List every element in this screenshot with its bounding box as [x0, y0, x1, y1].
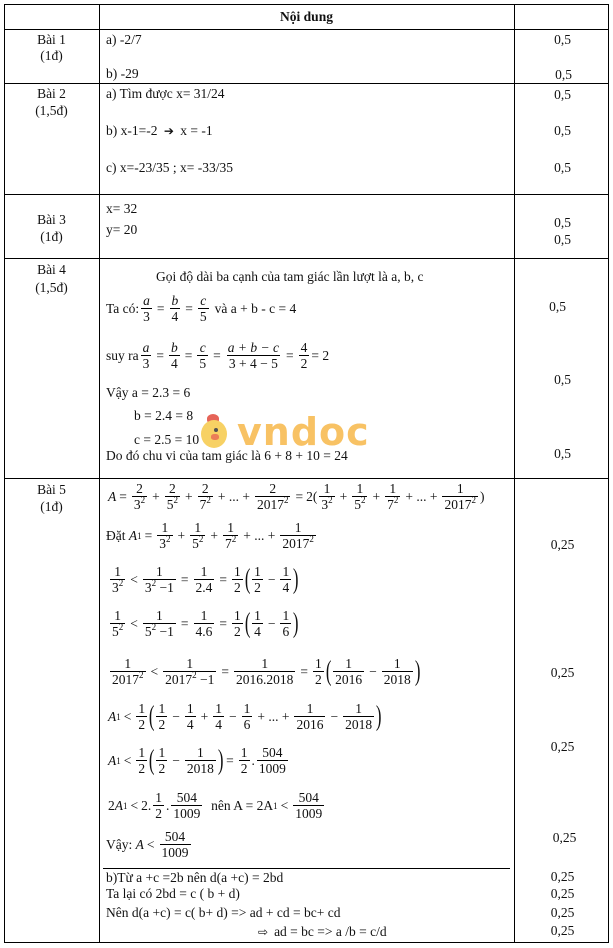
- row-divider: [4, 478, 609, 479]
- answer-line: Do đó chu vi của tam giác là 6 + 8 + 10 = 24: [106, 448, 348, 463]
- table-border-bottom: [4, 942, 609, 943]
- part-b-line: Nên d(a +c) = c( b+ d) => ad + cd = bc+ cd: [106, 905, 341, 920]
- equation-A-definition: A = $\frac{2}{3^2}$ + $\frac{2}{5^2}$ + $\frac{2}{7^2}$ + ... + $\frac{2}{2017^2}$ = 2 ( $\frac{1}{3^2}$ + $\frac{1}{5^2}$ + $\frac{1}{7^2}$ + ... + $\frac{1}{2017^2}$ ): [108, 481, 485, 512]
- answer-line: y= 20: [106, 222, 138, 237]
- equation-ta-co: Ta có: $\frac{a}{3}$ = $\frac{b}{4}$ = $\frac{c}{5}$ và a + b - c = 4: [106, 293, 297, 324]
- problem-label: Bài 4: [37, 262, 66, 277]
- inequality-A1-sum: A 1 < $\frac{1}{2}$ ( $\frac{1}{2}$ − $\frac{1}{4}$ + $\frac{1}{4}$ − $\frac{1}{6}$ + ... + $\frac{1}{2016}$ − $\frac{1}{2018}$ ): [108, 700, 382, 732]
- arrow-right-icon: ➔: [163, 124, 174, 138]
- row-divider: [4, 83, 609, 84]
- fraction: $\frac{4}{2}$: [300, 340, 308, 371]
- part-b-divider: [103, 868, 510, 869]
- answer-line: b) -29: [106, 66, 139, 81]
- chick-mascot-icon: [197, 412, 231, 452]
- problem-points: (1đ): [40, 499, 63, 514]
- problem-label: Bài 5: [37, 482, 66, 497]
- inequality-5: $\frac{1}{5^2}$ < $\frac{1}{5^2 -1}$ = $\frac{1}{4.6}$ = $\frac{1}{2}$ ( $\frac{1}{4}$ − $\frac{1}{6}$ ): [112, 607, 299, 639]
- score: 0,5: [554, 372, 571, 387]
- text: và a + b - c = 4: [214, 300, 297, 316]
- inequality-A1-result: A 1 < $\frac{1}{2}$ ( $\frac{1}{2}$ − $\frac{1}{2018}$ ) = $\frac{1}{2}$ . $\frac{504}{1009}$: [108, 744, 286, 776]
- problem-label: Bài 3: [37, 212, 66, 227]
- equation-suy-ra: suy ra $\frac{a}{3}$ = $\frac{b}{4}$ = $\frac{c}{5}$ = $\frac{a + b - c}{3 + 4 - 5}$ = $\frac{4}{2}$ = 2: [106, 340, 330, 371]
- answer-text: b) x-1=-2: [106, 123, 158, 138]
- score: 0,25: [552, 830, 577, 845]
- problem-label: Bài 2: [37, 86, 66, 101]
- problem-label: Bài 1: [37, 32, 66, 47]
- answer-line: b = 2.4 = 8: [134, 408, 194, 423]
- table-border-right: [608, 4, 609, 943]
- score: 0,5: [554, 87, 571, 102]
- answer-line: a) -2/7: [106, 32, 142, 47]
- intro-line: Gọi độ dài ba cạnh của tam giác lần lượt là a, b, c: [156, 269, 424, 284]
- score: 0,25: [550, 886, 575, 901]
- column-header-content: Nội dung: [280, 9, 333, 24]
- score: 0,5: [554, 123, 571, 138]
- text: ad = bc => a /b = c/d: [274, 924, 387, 939]
- score: 0,5: [554, 32, 571, 47]
- inequality-2A1: 2 A 1 < 2. $\frac{1}{2}$ . $\frac{504}{1009}$ nên A = 2A 1 < $\frac{504}{1009}$: [108, 790, 323, 821]
- score: 0,5: [554, 160, 571, 175]
- score: 0,25: [550, 905, 575, 920]
- answer-text: x = -1: [180, 123, 213, 138]
- answer-line: a) Tìm được x= 31/24: [106, 86, 225, 101]
- inequality-3: $\frac{1}{3^2}$ < $\frac{1}{3^2 -1}$ = $\frac{1}{2.4}$ = $\frac{1}{2}$ ( $\frac{1}{2}$ − $\frac{1}{4}$ ): [112, 563, 299, 595]
- answer-line: c) x=-23/35 ; x= -33/35: [106, 160, 233, 175]
- score: 0,25: [550, 869, 575, 884]
- score: 0,25: [550, 923, 575, 938]
- score: 0,5: [554, 446, 571, 461]
- watermark-text: vndoc: [237, 410, 370, 454]
- score: 0,25: [550, 537, 575, 552]
- equation-A1-definition: Đặt A 1 = $\frac{1}{3^2}$ + $\frac{1}{5^2}$ + $\frac{1}{7^2}$ + ... + $\frac{1}{2017^2}$: [106, 520, 314, 551]
- table-border-top: [4, 4, 609, 5]
- score: 0,5: [554, 232, 571, 247]
- vndoc-watermark-logo: [197, 412, 370, 452]
- fraction: $\frac{a}{3}$: [142, 340, 150, 371]
- score: 0,5: [554, 215, 571, 230]
- row-divider: [4, 29, 609, 30]
- implies-arrow-icon: ⇨: [258, 925, 269, 939]
- fraction: $\frac{c}{5}$: [199, 340, 207, 371]
- part-b-line: b)Từ a +c =2b nên d(a +c) = 2bd: [106, 870, 284, 885]
- conclusion-A: Vậy: A < $\frac{504}{1009}$: [106, 829, 189, 860]
- fraction: $\frac{c}{5}$: [199, 293, 207, 324]
- inequality-2017: $\frac{1}{2017^2}$ < $\frac{1}{2017^2 -1}$ = $\frac{1}{2016.2018}$ = $\frac{1}{2}$ ( $\frac{1}{2016}$ − $\frac{1}{2018}$ ): [112, 655, 421, 687]
- fraction: $\frac{a + b - c}{3 + 4 - 5}$: [227, 340, 279, 371]
- score: 0,25: [550, 665, 575, 680]
- score: 0,25: [550, 739, 575, 754]
- problem-points: (1,5đ): [35, 280, 68, 295]
- problem-points: (1,5đ): [35, 103, 68, 118]
- row-divider: [4, 258, 609, 259]
- fraction: $\frac{b}{4}$: [171, 340, 178, 371]
- answer-line: c = 2.5 = 10: [134, 432, 200, 447]
- fraction: $\frac{a}{3}$: [143, 293, 150, 324]
- table-border-col2: [514, 4, 515, 943]
- text: suy ra: [106, 347, 139, 363]
- problem-points: (1đ): [40, 229, 63, 244]
- row-divider: [4, 194, 609, 195]
- table-border-col1: [99, 4, 100, 943]
- answer-line: x= 32: [106, 201, 138, 216]
- table-border-left: [4, 4, 5, 943]
- part-b-line: [258, 924, 387, 940]
- problem-points: (1đ): [40, 48, 63, 63]
- text: Ta có:: [106, 300, 140, 316]
- part-b-line: Ta lại có 2bd = c ( b + d): [106, 886, 240, 901]
- fraction: $\frac{b}{4}$: [171, 293, 179, 324]
- score: 0,5: [549, 299, 566, 314]
- answer-line: Vậy a = 2.3 = 6: [106, 385, 191, 400]
- text: = 2: [311, 347, 330, 363]
- answer-line: [106, 123, 213, 139]
- score: 0,5: [555, 67, 572, 82]
